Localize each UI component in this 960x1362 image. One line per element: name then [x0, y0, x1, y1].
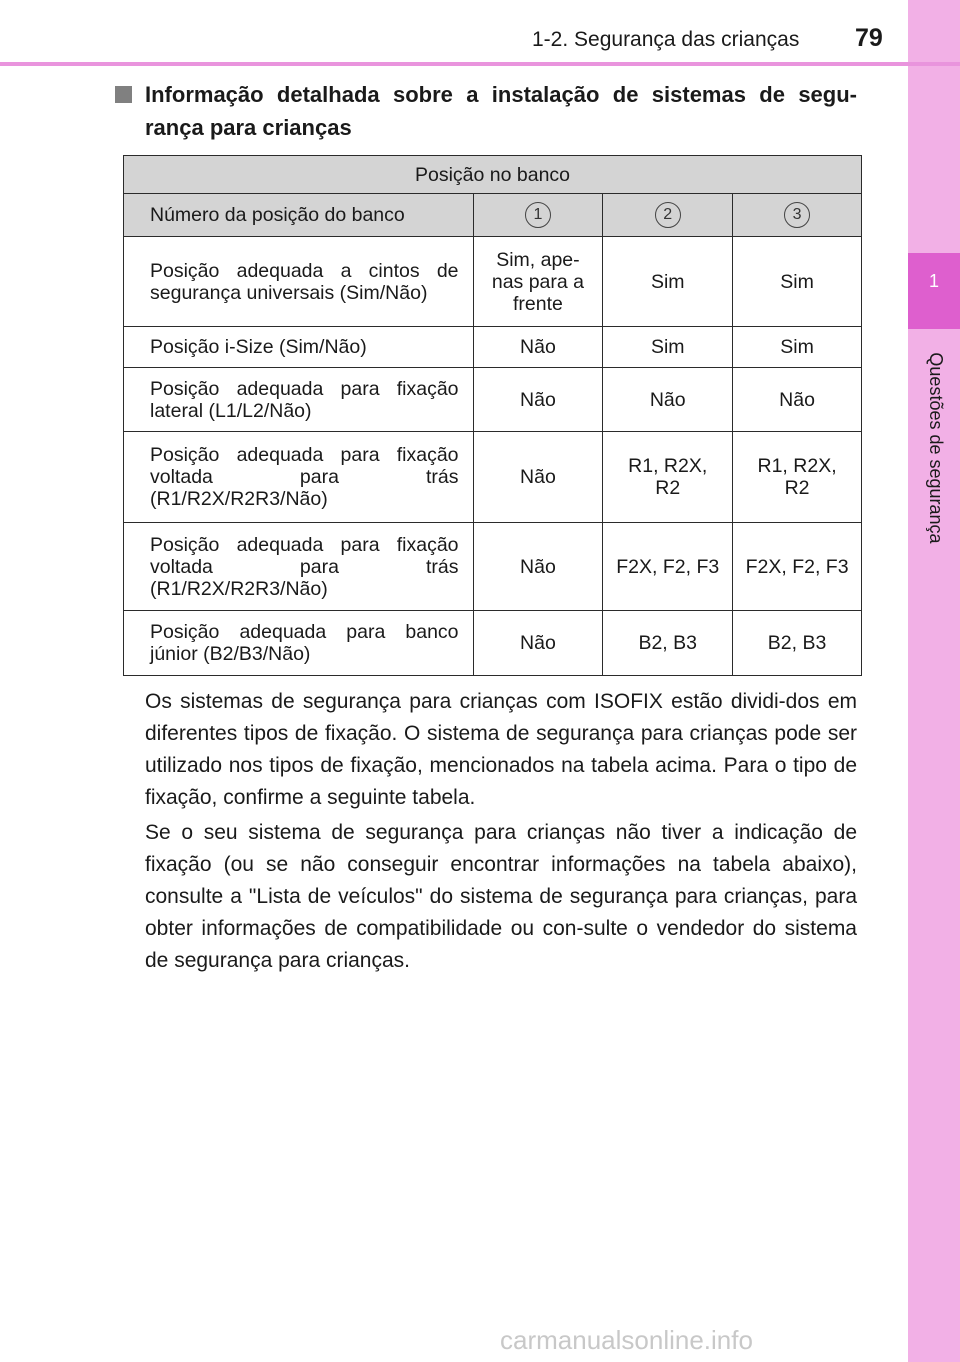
table-row [124, 368, 862, 432]
cell-value: Sim [603, 327, 733, 368]
table-row [124, 432, 862, 523]
cell-value: R1, R2X, R2 [733, 432, 862, 523]
cell-value: Não [473, 432, 603, 523]
cell-value: Não [473, 327, 603, 368]
cell-value: Sim [603, 237, 733, 327]
row-label: Posição adequada para fixação voltada para trás (R1/R2X/R2R3/Não) [124, 432, 474, 523]
chapter-title-vertical: Questões de segurança [926, 352, 946, 544]
cell-value: Sim [733, 237, 862, 327]
cell-value: Não [473, 611, 603, 676]
chapter-side-tab [908, 0, 960, 1362]
chapter-number-tab: 1 [908, 253, 960, 329]
cell-value: Não [733, 368, 862, 432]
seat-3-icon: 3 [784, 202, 810, 228]
header-divider [0, 62, 960, 66]
cell-value: F2X, F2, F3 [733, 523, 862, 611]
seat-2-icon: 2 [655, 202, 681, 228]
row-label: Posição adequada a cintos de segurança universais (Sim/Não) [124, 237, 474, 327]
row-label: Posição adequada para banco júnior (B2/B3/Não) [124, 611, 474, 676]
seat-position-table [123, 155, 862, 676]
table-caption: Posição no banco [124, 156, 862, 194]
page-number: 79 [855, 24, 883, 52]
section-heading: Informação detalhada sobre a instalação de sistemas de segu-rança para crianças [145, 82, 857, 140]
table-row [124, 327, 862, 368]
table-row [124, 611, 862, 676]
seat-number-label: Número da posição do banco [124, 194, 474, 237]
cell-value: B2, B3 [603, 611, 733, 676]
cell-value: B2, B3 [733, 611, 862, 676]
body-paragraph: Se o seu sistema de segurança para crianças não tiver a indicação de fixação (ou se não conseguir encontrar informações na tabela abaixo), consulte a "Lista de veículos" do sistema de segurança para crianças, para obter informações de compatibilidade ou con-sulte o vendedor do sistema de segurança para crianças. [145, 821, 857, 972]
table-row [124, 523, 862, 611]
cell-value: Não [473, 523, 603, 611]
row-label: Posição adequada para fixação voltada para trás (R1/R2X/R2R3/Não) [124, 523, 474, 611]
cell-value: Não [473, 368, 603, 432]
seat-number-row [124, 194, 862, 237]
cell-value: Sim [733, 327, 862, 368]
table-caption-row [124, 156, 862, 194]
cell-value: Não [603, 368, 733, 432]
cell-value: F2X, F2, F3 [603, 523, 733, 611]
site-watermark: carmanualsonline.info [500, 1325, 753, 1355]
section-title: 1-2. Segurança das crianças [532, 28, 800, 51]
row-label: Posição i-Size (Sim/Não) [124, 327, 474, 368]
cell-value: Sim, ape-nas para a frente [473, 237, 603, 327]
cell-value: R1, R2X, R2 [603, 432, 733, 523]
square-bullet-icon [115, 86, 132, 103]
seat-1-icon: 1 [525, 202, 551, 228]
row-label: Posição adequada para fixação lateral (L1/L2/Não) [124, 368, 474, 432]
table-row [124, 237, 862, 327]
body-paragraph: Os sistemas de segurança para crianças com ISOFIX estão dividi-dos em diferentes tipos de fixação. O sistema de segurança para crianças pode ser utilizado nos tipos de fixação, mencionados na tabela acima. Para o tipo de fixação, confirme a seguinte tabela. [145, 690, 857, 809]
